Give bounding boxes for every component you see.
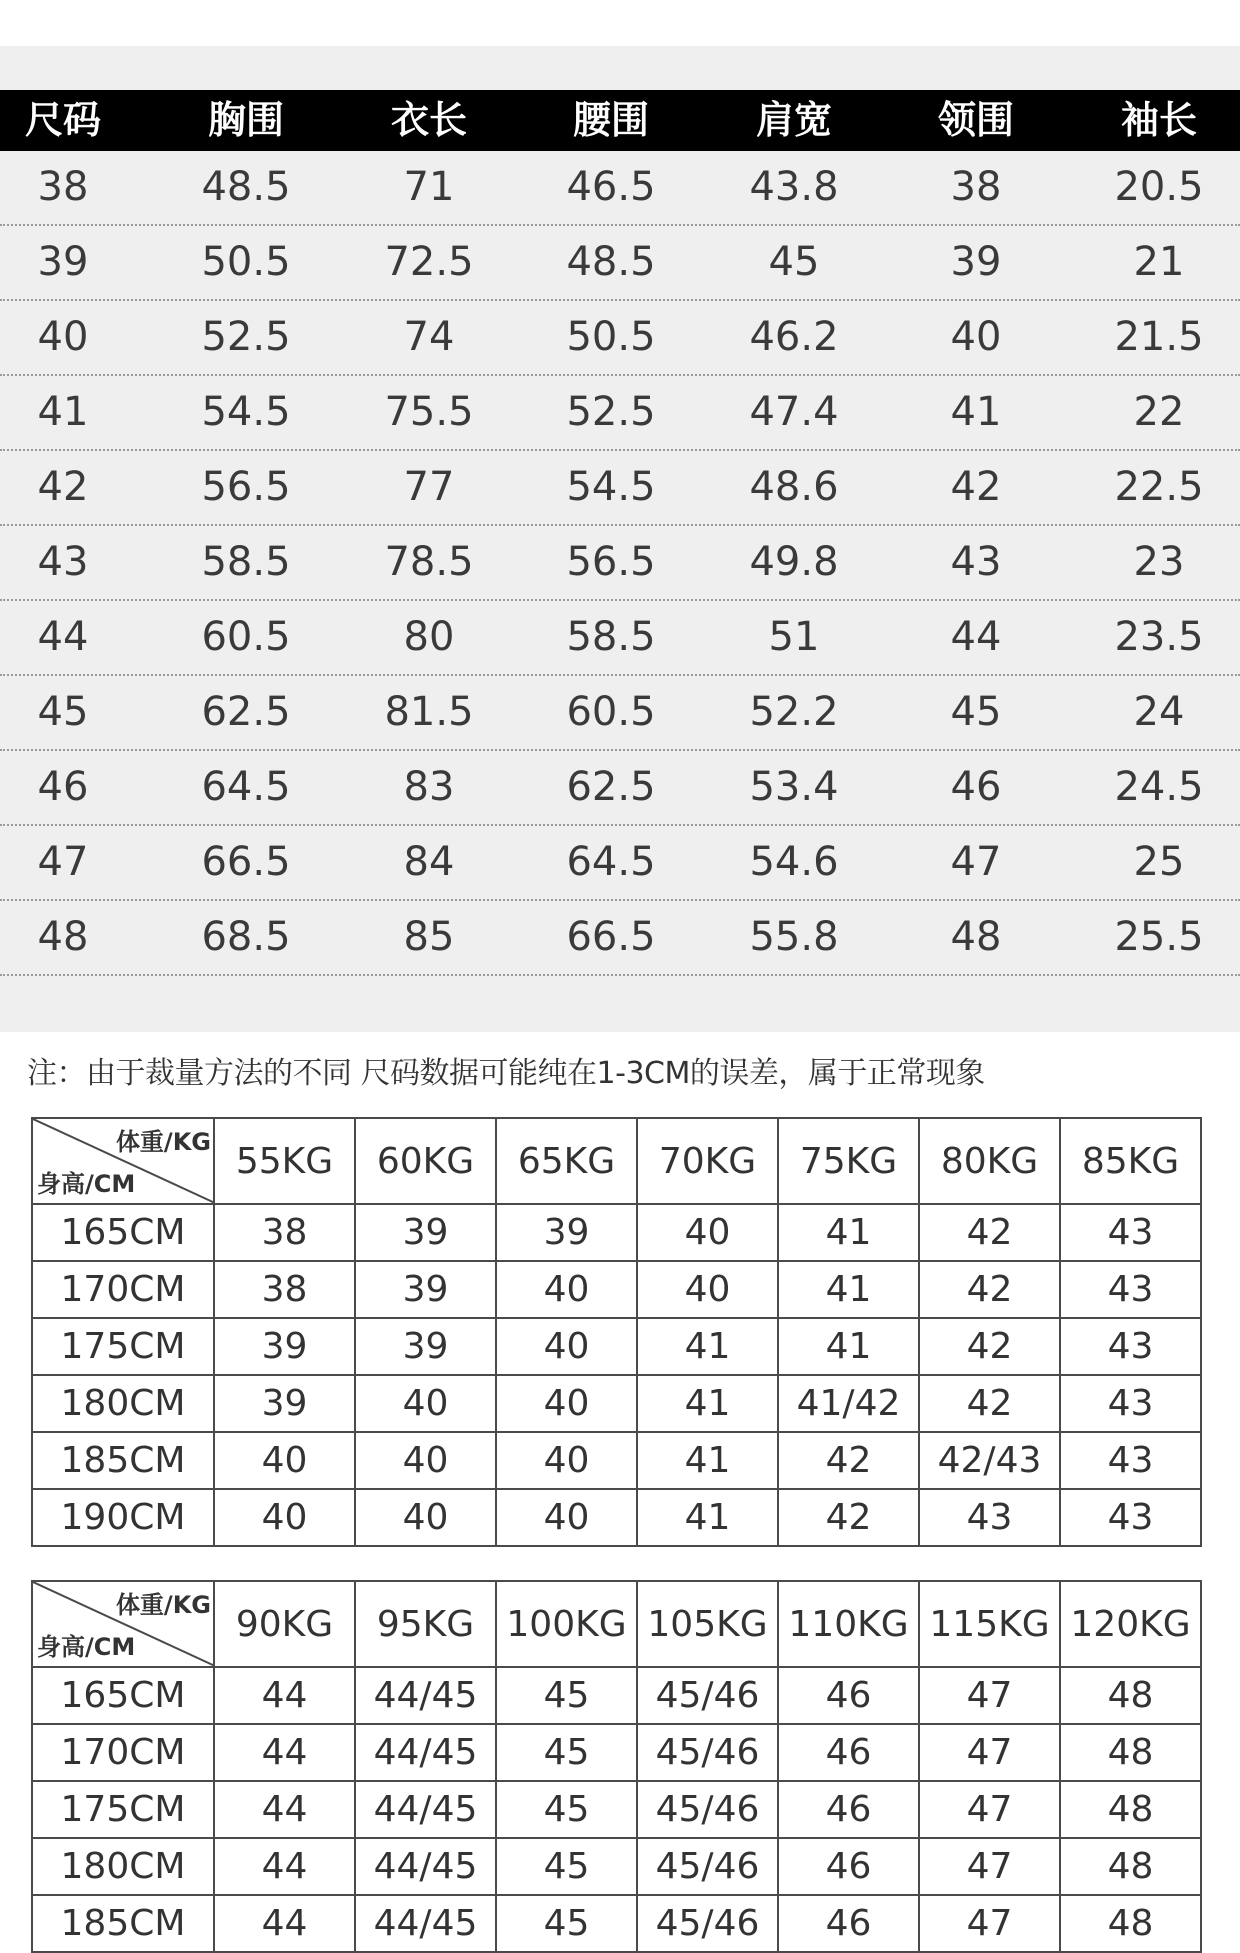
cell-chest: 56.5 <box>201 464 291 510</box>
table-row <box>32 1318 1201 1375</box>
size-cell: 39 <box>355 1204 496 1261</box>
cell-shoulder: 46.2 <box>749 314 839 360</box>
size-cell: 40 <box>355 1375 496 1432</box>
size-cell: 40 <box>355 1432 496 1489</box>
cell-waist: 66.5 <box>566 914 656 960</box>
table-header-row <box>32 1118 1201 1204</box>
size-cell: 39 <box>214 1318 355 1375</box>
size-cell: 47 <box>919 1724 1060 1781</box>
size-cell: 44 <box>214 1838 355 1895</box>
size-row <box>0 451 1240 526</box>
size-row <box>0 601 1240 676</box>
size-cell: 42 <box>919 1318 1060 1375</box>
cell-shoulder: 51 <box>768 614 820 660</box>
size-cell: 46 <box>778 1781 919 1838</box>
weight-header: 70KG <box>637 1118 778 1204</box>
table-row <box>32 1375 1201 1432</box>
cell-sleeve: 23 <box>1133 539 1185 585</box>
cell-waist: 48.5 <box>566 239 656 285</box>
cell-size: 47 <box>37 839 89 885</box>
size-cell: 45/46 <box>637 1781 778 1838</box>
cell-length: 77 <box>403 464 455 510</box>
cell-size: 39 <box>37 239 89 285</box>
size-cell: 40 <box>637 1204 778 1261</box>
size-cell: 47 <box>919 1895 1060 1952</box>
size-cell: 41 <box>637 1432 778 1489</box>
size-cell: 45/46 <box>637 1838 778 1895</box>
cell-waist: 52.5 <box>566 389 656 435</box>
height-cell: 190CM <box>32 1489 214 1546</box>
cell-sleeve: 24 <box>1133 689 1185 735</box>
cell-size: 48 <box>37 914 89 960</box>
size-cell: 41 <box>778 1204 919 1261</box>
weight-header: 110KG <box>778 1581 919 1667</box>
cell-collar: 41 <box>950 389 1002 435</box>
cell-waist: 54.5 <box>566 464 656 510</box>
weight-header: 85KG <box>1060 1118 1201 1204</box>
height-cell: 180CM <box>32 1838 214 1895</box>
cell-size: 46 <box>37 764 89 810</box>
size-cell: 46 <box>778 1895 919 1952</box>
size-cell: 42 <box>778 1432 919 1489</box>
table-row <box>32 1489 1201 1546</box>
size-cell: 47 <box>919 1781 1060 1838</box>
header-sleeve: 袖长 <box>1120 98 1197 142</box>
size-cell: 38 <box>214 1261 355 1318</box>
cell-shoulder: 54.6 <box>749 839 839 885</box>
cell-sleeve: 25.5 <box>1114 914 1204 960</box>
cell-chest: 54.5 <box>201 389 291 435</box>
size-cell: 39 <box>355 1318 496 1375</box>
size-chart-panel <box>0 46 1240 1032</box>
corner-cell <box>32 1118 214 1204</box>
weight-header: 65KG <box>496 1118 637 1204</box>
table-row <box>32 1667 1201 1724</box>
size-row <box>0 676 1240 751</box>
cell-shoulder: 48.6 <box>749 464 839 510</box>
header-shoulder: 肩宽 <box>755 98 832 142</box>
cell-shoulder: 55.8 <box>749 914 839 960</box>
size-cell: 42/43 <box>919 1432 1060 1489</box>
size-cell: 40 <box>355 1489 496 1546</box>
cell-length: 85 <box>403 914 455 960</box>
height-cell: 175CM <box>32 1318 214 1375</box>
cell-collar: 38 <box>950 164 1002 210</box>
cell-sleeve: 25 <box>1133 839 1185 885</box>
size-cell: 41 <box>637 1489 778 1546</box>
cell-chest: 66.5 <box>201 839 291 885</box>
size-cell: 44/45 <box>355 1838 496 1895</box>
size-cell: 40 <box>637 1261 778 1318</box>
size-cell: 44 <box>214 1895 355 1952</box>
cell-sleeve: 22.5 <box>1114 464 1204 510</box>
cell-chest: 58.5 <box>201 539 291 585</box>
size-cell: 48 <box>1060 1724 1201 1781</box>
cell-waist: 50.5 <box>566 314 656 360</box>
size-cell: 39 <box>214 1375 355 1432</box>
cell-length: 75.5 <box>384 389 474 435</box>
height-cell: 165CM <box>32 1667 214 1724</box>
size-cell: 45 <box>496 1724 637 1781</box>
cell-waist: 56.5 <box>566 539 656 585</box>
cell-length: 80 <box>403 614 455 660</box>
size-cell: 40 <box>496 1375 637 1432</box>
weight-header: 115KG <box>919 1581 1060 1667</box>
table-row <box>32 1432 1201 1489</box>
size-cell: 44 <box>214 1781 355 1838</box>
size-row <box>0 826 1240 901</box>
size-cell: 45/46 <box>637 1667 778 1724</box>
weight-header: 80KG <box>919 1118 1060 1204</box>
cell-collar: 39 <box>950 239 1002 285</box>
cell-chest: 48.5 <box>201 164 291 210</box>
size-cell: 45 <box>496 1781 637 1838</box>
cell-chest: 64.5 <box>201 764 291 810</box>
size-cell: 45/46 <box>637 1724 778 1781</box>
weight-header: 55KG <box>214 1118 355 1204</box>
cell-size: 40 <box>37 314 89 360</box>
cell-size: 42 <box>37 464 89 510</box>
height-cell: 180CM <box>32 1375 214 1432</box>
size-recommend-table-1 <box>31 1117 1202 1547</box>
size-cell: 43 <box>1060 1261 1201 1318</box>
size-cell: 43 <box>1060 1375 1201 1432</box>
cell-length: 74 <box>403 314 455 360</box>
table-row <box>32 1895 1201 1952</box>
size-row <box>0 751 1240 826</box>
size-cell: 44/45 <box>355 1781 496 1838</box>
weight-header: 75KG <box>778 1118 919 1204</box>
size-cell: 44/45 <box>355 1724 496 1781</box>
cell-collar: 48 <box>950 914 1002 960</box>
measurement-note: 注：由于裁量方法的不同 尺码数据可能纯在1-3CM的误差，属于正常现象 <box>27 1056 985 1091</box>
cell-collar: 47 <box>950 839 1002 885</box>
size-row <box>0 526 1240 601</box>
cell-length: 71 <box>403 164 455 210</box>
size-cell: 41 <box>637 1318 778 1375</box>
size-cell: 39 <box>355 1261 496 1318</box>
cell-shoulder: 45 <box>768 239 820 285</box>
cell-sleeve: 23.5 <box>1114 614 1204 660</box>
size-row <box>0 301 1240 376</box>
cell-chest: 60.5 <box>201 614 291 660</box>
size-cell: 43 <box>919 1489 1060 1546</box>
weight-header: 60KG <box>355 1118 496 1204</box>
table-row <box>32 1724 1201 1781</box>
cell-sleeve: 20.5 <box>1114 164 1204 210</box>
size-cell: 40 <box>496 1489 637 1546</box>
cell-size: 45 <box>37 689 89 735</box>
size-cell: 47 <box>919 1667 1060 1724</box>
size-cell: 44 <box>214 1724 355 1781</box>
size-cell: 41 <box>778 1261 919 1318</box>
size-cell: 43 <box>1060 1432 1201 1489</box>
size-cell: 43 <box>1060 1204 1201 1261</box>
size-cell: 40 <box>214 1489 355 1546</box>
header-waist: 腰围 <box>572 98 649 142</box>
cell-collar: 46 <box>950 764 1002 810</box>
size-cell: 45/46 <box>637 1895 778 1952</box>
size-cell: 44 <box>214 1667 355 1724</box>
height-cell: 165CM <box>32 1204 214 1261</box>
size-cell: 45 <box>496 1667 637 1724</box>
cell-sleeve: 21.5 <box>1114 314 1204 360</box>
table-header-row <box>32 1581 1201 1667</box>
cell-collar: 40 <box>950 314 1002 360</box>
size-cell: 40 <box>496 1318 637 1375</box>
weight-header: 95KG <box>355 1581 496 1667</box>
height-axis-label: 身高/CM <box>37 1170 136 1198</box>
cell-waist: 64.5 <box>566 839 656 885</box>
cell-length: 84 <box>403 839 455 885</box>
cell-waist: 62.5 <box>566 764 656 810</box>
weight-header: 105KG <box>637 1581 778 1667</box>
cell-size: 38 <box>37 164 89 210</box>
header-collar: 领围 <box>937 98 1014 142</box>
size-cell: 38 <box>214 1204 355 1261</box>
cell-size: 43 <box>37 539 89 585</box>
cell-collar: 44 <box>950 614 1002 660</box>
cell-shoulder: 49.8 <box>749 539 839 585</box>
size-cell: 40 <box>496 1261 637 1318</box>
size-chart-header <box>0 90 1240 151</box>
size-cell: 44/45 <box>355 1895 496 1952</box>
table-row <box>32 1204 1201 1261</box>
size-cell: 46 <box>778 1724 919 1781</box>
size-cell: 40 <box>214 1432 355 1489</box>
header-chest: 胸围 <box>207 98 284 142</box>
cell-shoulder: 52.2 <box>749 689 839 735</box>
cell-size: 44 <box>37 614 89 660</box>
cell-shoulder: 47.4 <box>749 389 839 435</box>
size-cell: 40 <box>496 1432 637 1489</box>
size-cell: 46 <box>778 1667 919 1724</box>
cell-sleeve: 22 <box>1133 389 1185 435</box>
cell-collar: 43 <box>950 539 1002 585</box>
height-cell: 170CM <box>32 1724 214 1781</box>
size-cell: 42 <box>919 1204 1060 1261</box>
weight-header: 120KG <box>1060 1581 1201 1667</box>
height-cell: 185CM <box>32 1432 214 1489</box>
header-size: 尺码 <box>24 98 101 142</box>
height-cell: 175CM <box>32 1781 214 1838</box>
cell-length: 72.5 <box>384 239 474 285</box>
cell-chest: 52.5 <box>201 314 291 360</box>
height-axis-label: 身高/CM <box>37 1633 136 1661</box>
table-row <box>32 1781 1201 1838</box>
size-cell: 39 <box>496 1204 637 1261</box>
weight-header: 100KG <box>496 1581 637 1667</box>
size-cell: 48 <box>1060 1667 1201 1724</box>
size-cell: 41 <box>778 1318 919 1375</box>
table-row <box>32 1261 1201 1318</box>
weight-axis-label: 体重/KG <box>115 1128 211 1156</box>
size-cell: 41/42 <box>778 1375 919 1432</box>
size-cell: 44/45 <box>355 1667 496 1724</box>
cell-length: 81.5 <box>384 689 474 735</box>
size-cell: 47 <box>919 1838 1060 1895</box>
cell-chest: 50.5 <box>201 239 291 285</box>
size-cell: 43 <box>1060 1318 1201 1375</box>
size-row <box>0 226 1240 301</box>
cell-chest: 62.5 <box>201 689 291 735</box>
size-row <box>0 901 1240 976</box>
size-cell: 42 <box>778 1489 919 1546</box>
cell-length: 83 <box>403 764 455 810</box>
size-row <box>0 376 1240 451</box>
size-cell: 41 <box>637 1375 778 1432</box>
height-cell: 185CM <box>32 1895 214 1952</box>
cell-sleeve: 24.5 <box>1114 764 1204 810</box>
size-cell: 46 <box>778 1838 919 1895</box>
size-cell: 48 <box>1060 1781 1201 1838</box>
height-cell: 170CM <box>32 1261 214 1318</box>
cell-length: 78.5 <box>384 539 474 585</box>
cell-shoulder: 43.8 <box>749 164 839 210</box>
size-recommend-table-2 <box>31 1580 1202 1953</box>
table-row <box>32 1838 1201 1895</box>
size-cell: 42 <box>919 1261 1060 1318</box>
size-row <box>0 151 1240 226</box>
cell-waist: 58.5 <box>566 614 656 660</box>
weight-axis-label: 体重/KG <box>115 1591 211 1619</box>
size-cell: 43 <box>1060 1489 1201 1546</box>
header-length: 衣长 <box>390 98 467 142</box>
weight-header: 90KG <box>214 1581 355 1667</box>
cell-sleeve: 21 <box>1133 239 1185 285</box>
size-cell: 45 <box>496 1838 637 1895</box>
cell-collar: 45 <box>950 689 1002 735</box>
cell-waist: 46.5 <box>566 164 656 210</box>
cell-waist: 60.5 <box>566 689 656 735</box>
size-cell: 48 <box>1060 1838 1201 1895</box>
cell-collar: 42 <box>950 464 1002 510</box>
cell-size: 41 <box>37 389 89 435</box>
size-cell: 42 <box>919 1375 1060 1432</box>
size-cell: 45 <box>496 1895 637 1952</box>
cell-shoulder: 53.4 <box>749 764 839 810</box>
corner-cell <box>32 1581 214 1667</box>
cell-chest: 68.5 <box>201 914 291 960</box>
size-cell: 48 <box>1060 1895 1201 1952</box>
